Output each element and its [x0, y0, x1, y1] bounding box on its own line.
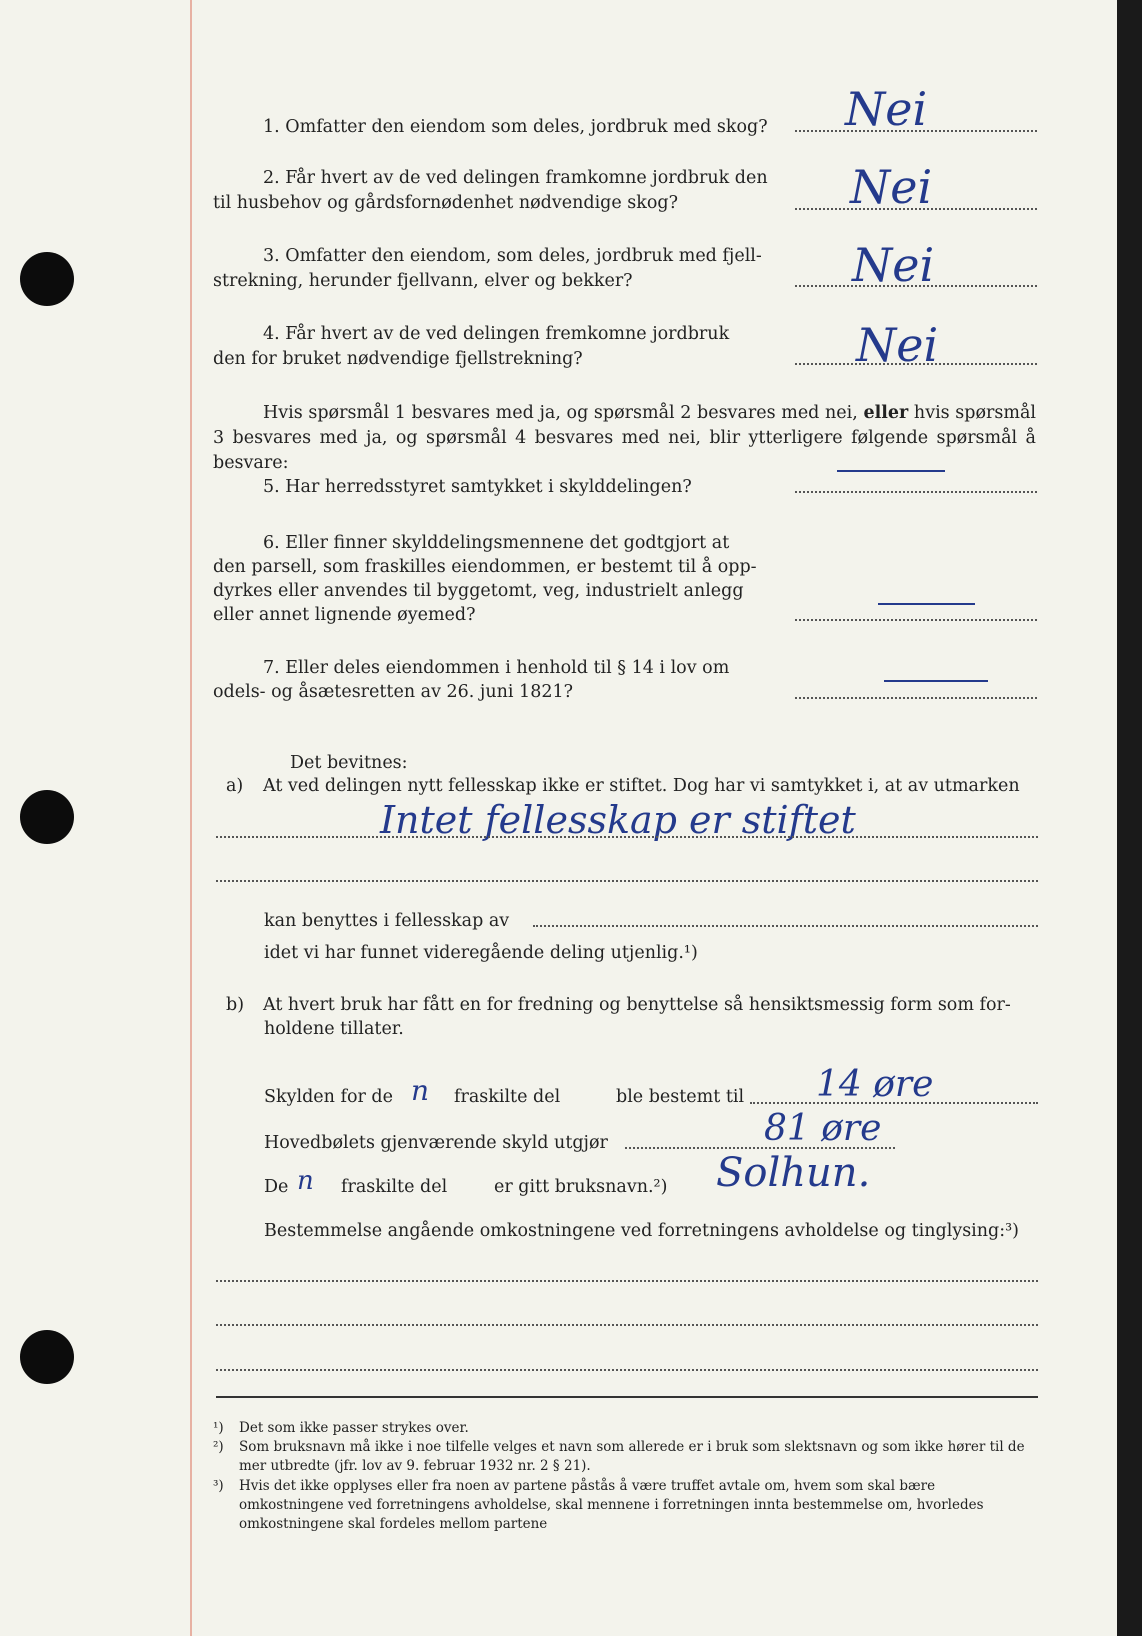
question-7-line-2: odels- og åsætesretten av 26. juni 1821?: [213, 682, 573, 702]
question-7-line-1: 7. Eller deles eiendommen i henhold til § 14 i lov om: [263, 658, 730, 678]
question-1: 1. Omfatter den eiendom som deles, jordbruk med skog?: [263, 117, 768, 137]
question-2-line-2: til husbehov og gårdsfornødenhet nødvendige skog?: [213, 193, 678, 213]
answer-5-dash: [837, 470, 945, 472]
question-4-line-1: 4. Får hvert av de ved delingen fremkomne jordbruk: [263, 324, 730, 344]
footnote-2: ²) Som bruksnavn må ikke i noe tilfelle velges et navn som allerede er i bruk som slektsnavn og som ikke hører til de mer utbredte (jfr. lov av 9. februar 1932 nr. 2 § 21).: [213, 1439, 1025, 1474]
costs-label: Bestemmelse angående omkostningene ved forretningens avholdelse og tinglysing:³): [264, 1221, 1019, 1241]
margin-line: [190, 0, 192, 1636]
question-6-line-1: 6. Eller finner skylddelingsmennene det godtgjort at: [263, 533, 730, 553]
main-skyld-value-handwritten: 81 øre: [764, 1108, 882, 1149]
attest-b-label: b): [226, 995, 245, 1015]
bruksnavn-value-handwritten: Solhun.: [716, 1150, 871, 1196]
answer-7-dash: [884, 680, 988, 682]
skyld-label-mid: fraskilte del: [454, 1087, 561, 1107]
question-3-line-2: strekning, herunder fjellvann, elver og bekker?: [213, 271, 633, 291]
punch-hole: [20, 252, 74, 306]
attest-a-label: a): [226, 776, 244, 796]
bruksnavn-insert-handwritten: n: [297, 1166, 314, 1196]
fill-line: [216, 1369, 1038, 1371]
attest-b-line-1: At hvert bruk har fått en for fredning og benyttelse så hensiktsmessig form som for-: [263, 995, 1011, 1015]
attest-a-handwritten: Intet fellesskap er stiftet: [380, 798, 856, 842]
answer-line: [795, 697, 1037, 699]
punch-hole: [20, 790, 74, 844]
attest-heading: Det bevitnes:: [290, 753, 408, 773]
attest-a-text: At ved delingen nytt fellesskap ikke er stiftet. Dog har vi samtykket i, at av utmarken: [263, 776, 1020, 796]
shared-use-label: kan benyttes i fellesskap av: [264, 911, 510, 931]
fill-line: [533, 925, 1038, 927]
fill-line: [216, 1280, 1038, 1282]
fill-line: [216, 1324, 1038, 1326]
skyld-label-end: ble bestemt til: [616, 1087, 745, 1107]
main-skyld-label: Hovedbølets gjenværende skyld utgjør: [264, 1133, 608, 1153]
question-2-line-1: 2. Får hvert av de ved delingen framkomne jordbruk den: [263, 168, 768, 188]
footnote-1: ¹) Det som ikke passer strykes over.: [213, 1420, 469, 1436]
skyld-label-start: Skylden for de: [264, 1087, 393, 1107]
answer-4-handwritten: Nei: [856, 318, 939, 372]
answer-6-dash: [878, 603, 975, 605]
skyld-insert-handwritten: n: [411, 1074, 430, 1107]
further-division-text: idet vi har funnet videregående deling utjenlig.¹): [264, 943, 698, 963]
bruksnavn-label-mid: fraskilte del: [341, 1177, 448, 1197]
bruksnavn-label-start: De: [264, 1177, 289, 1197]
answer-line: [795, 491, 1037, 493]
question-3-line-1: 3. Omfatter den eiendom, som deles, jordbruk med fjell-: [263, 246, 762, 266]
footnote-3: ³) Hvis det ikke opplyses eller fra noen av partene påstås å være truffet avtale om, hvem som skal bære omkostningene ved forretningens avholdelse, skal mennene i forretningen innta bestemmelse om, hvorledes omkostningene skal fordeles mellom partene: [213, 1478, 984, 1532]
answer-line: [795, 619, 1037, 621]
instruction-paragraph: Hvis spørsmål 1 besvares med ja, og spørsmål 2 besvares med nei, eller hvis spørsmål 3 besvares med ja, og spørsmål 4 besvares med nei, blir ytterligere følgende spørsmål å besvare:: [213, 403, 1036, 473]
skyld-value-handwritten: 14 øre: [816, 1064, 934, 1105]
attest-b-line-2: holdene tillater.: [264, 1019, 404, 1039]
answer-1-handwritten: Nei: [845, 82, 928, 136]
question-6-line-3: dyrkes eller anvendes til byggetomt, veg, industrielt anlegg: [213, 581, 744, 601]
fill-line: [216, 836, 1038, 838]
answer-2-handwritten: Nei: [850, 160, 933, 214]
fill-line: [216, 880, 1038, 882]
answer-3-handwritten: Nei: [852, 238, 935, 292]
bruksnavn-label-end: er gitt bruksnavn.²): [494, 1177, 668, 1197]
punch-hole: [20, 1330, 74, 1384]
question-4-line-2: den for bruket nødvendige fjellstrekning?: [213, 349, 583, 369]
question-6-line-2: den parsell, som fraskilles eiendommen, er bestemt til å opp-: [213, 557, 757, 577]
footnote-rule: [216, 1396, 1038, 1398]
question-5: 5. Har herredsstyret samtykket i skylddelingen?: [263, 477, 692, 497]
question-6-line-4: eller annet lignende øyemed?: [213, 605, 476, 625]
